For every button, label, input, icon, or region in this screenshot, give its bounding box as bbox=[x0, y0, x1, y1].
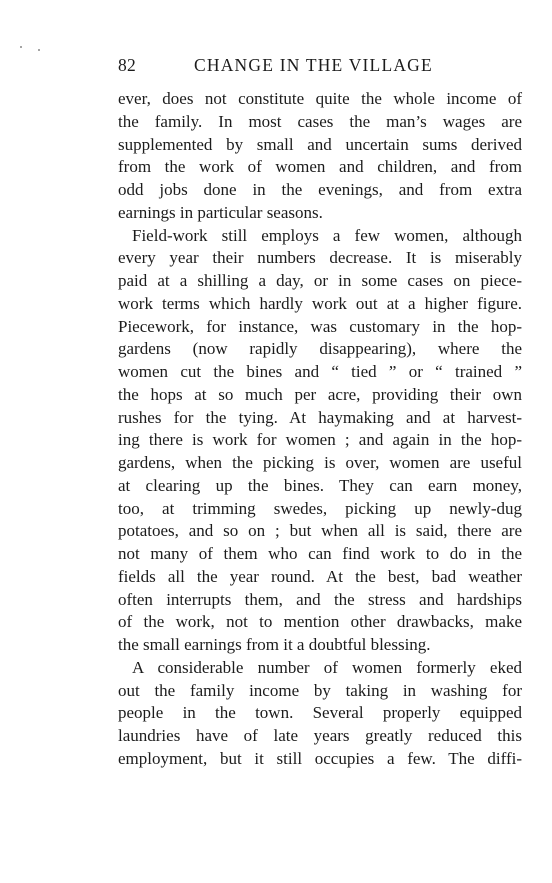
paragraph bbox=[118, 225, 522, 657]
text-line: gardens, when the picking is over, women are useful bbox=[118, 453, 522, 472]
text-line: gardens (now rapidly disappearing), where the bbox=[118, 339, 522, 359]
running-title: CHANGE IN THE VILLAGE bbox=[194, 55, 433, 75]
text-line: the hops at so much per acre, providing their own bbox=[118, 384, 522, 404]
text-line: people in the town. Several properly equipped bbox=[118, 703, 522, 723]
paragraph bbox=[118, 88, 522, 225]
paragraph bbox=[118, 657, 522, 771]
text-line: laundries have of late years greatly reduced this bbox=[118, 726, 522, 745]
text-line: paid at a shilling a day, or in some cases on piece- bbox=[118, 271, 522, 290]
text-line: ing there is work for women ; and again in the hop- bbox=[118, 430, 522, 450]
paper-speck bbox=[20, 46, 22, 48]
text-line: every year their numbers decrease. It is miserably bbox=[118, 248, 522, 268]
text-line: women cut the bines and “ tied ” or “ trained ” bbox=[118, 362, 522, 381]
text-line: out the family income by taking in washing for bbox=[118, 680, 522, 700]
body-text bbox=[118, 88, 522, 771]
page-number: 82 bbox=[118, 55, 137, 75]
text-line: often interrupts them, and the stress and hardships bbox=[118, 589, 522, 609]
text-line: odd jobs done in the evenings, and from extra bbox=[118, 180, 522, 199]
text-line: supplemented by small and uncertain sums derived bbox=[118, 134, 522, 154]
text-line: from the work of women and children, and from bbox=[118, 157, 522, 177]
text-line: the small earnings from it a doubtful blessing. bbox=[118, 635, 431, 654]
page-header bbox=[118, 55, 522, 77]
text-line: at clearing up the bines. They can earn money, bbox=[118, 475, 522, 495]
text-line: work terms which hardly work out at a higher figure. bbox=[118, 293, 522, 313]
text-line: employment, but it still occupies a few. The diffi- bbox=[118, 748, 522, 768]
text-line: the family. In most cases the man’s wages are bbox=[118, 111, 522, 131]
text-line: of the work, not to mention other drawbacks, make bbox=[118, 612, 522, 632]
text-line: too, at trimming swedes, picking up newly-dug bbox=[118, 498, 522, 518]
text-line: A considerable number of women formerly eked bbox=[132, 657, 522, 677]
text-line: rushes for the tying. At haymaking and at harvest- bbox=[118, 407, 522, 427]
text-line: ever, does not constitute quite the whole income of bbox=[118, 89, 522, 108]
text-line: earnings in particular seasons. bbox=[118, 202, 323, 222]
paper-speck bbox=[38, 49, 40, 51]
text-line: not many of them who can find work to do in the bbox=[118, 544, 522, 563]
text-line: potatoes, and so on ; but when all is said, there are bbox=[118, 521, 522, 541]
text-line: Field-work still employs a few women, although bbox=[132, 225, 522, 245]
text-line: fields all the year round. At the best, bad weather bbox=[118, 566, 522, 586]
text-line: Piecework, for instance, was customary in the hop- bbox=[118, 316, 522, 336]
